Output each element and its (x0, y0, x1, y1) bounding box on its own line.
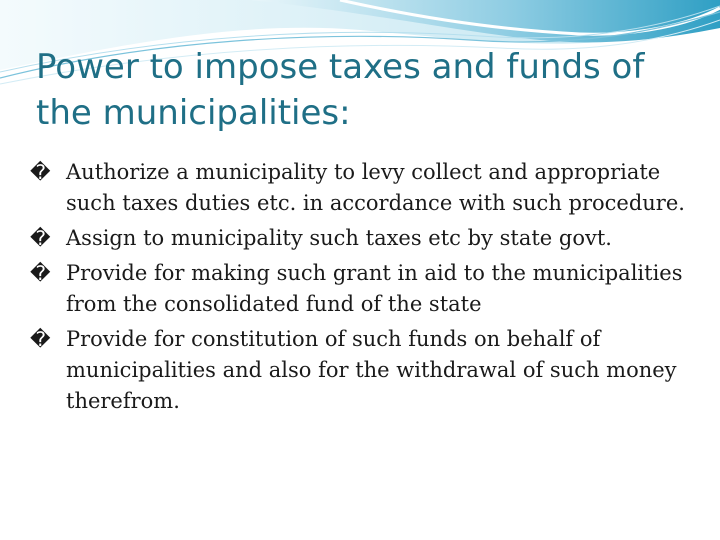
bullet-marker-icon: � (30, 327, 51, 351)
bullet-item (30, 157, 700, 219)
bullet-text: Provide for making such grant in aid to the municipalities from the consolidated fund of the state (66, 261, 683, 316)
bullet-marker-icon: � (30, 226, 51, 250)
bullet-text: Assign to municipality such taxes etc by state govt. (66, 226, 612, 250)
bullet-item (30, 258, 700, 320)
bullet-list (30, 157, 700, 421)
bullet-text: Provide for constitution of such funds on behalf of municipalities and also for the withdrawal of such money therefrom. (66, 327, 677, 413)
bullet-text: Authorize a municipality to levy collect and appropriate such taxes duties etc. in accordance with such procedure. (66, 160, 685, 215)
slide-title: Power to impose taxes and funds of the municipalities: (36, 47, 645, 133)
bullet-item (30, 324, 700, 417)
bullet-marker-icon: � (30, 261, 51, 285)
bullet-item (30, 223, 700, 254)
bullet-marker-icon: � (30, 160, 51, 184)
